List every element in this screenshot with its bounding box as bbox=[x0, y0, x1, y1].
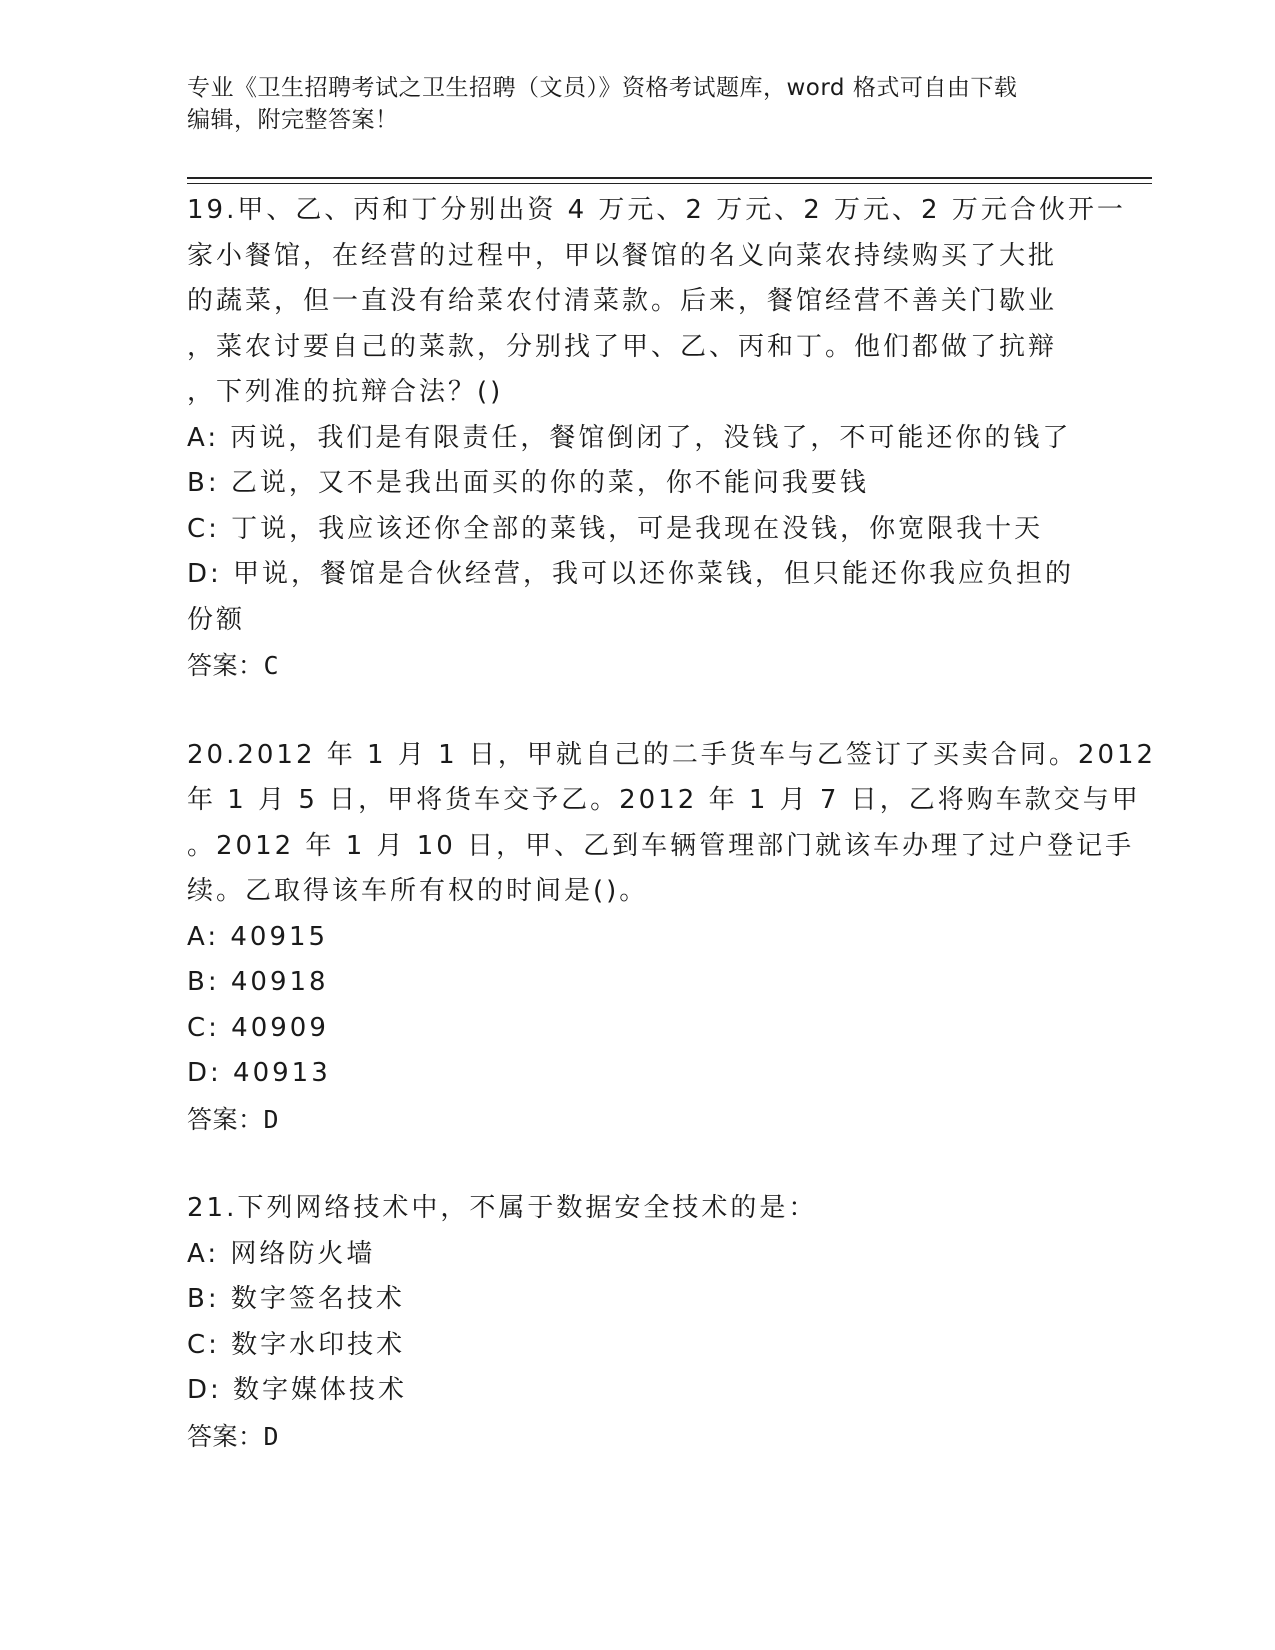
question-21 bbox=[187, 1186, 1087, 1459]
answer-label: 答案：D bbox=[187, 1421, 280, 1451]
option-b: B: 40918 bbox=[187, 967, 329, 997]
question-text-line: 家小餐馆，在经营的过程中，甲以餐馆的名义向菜农持续购买了大批 bbox=[187, 240, 1058, 271]
option-b: B: 乙说，又不是我出面买的你的菜，你不能问我要钱 bbox=[187, 468, 869, 498]
question-text-line: 续。乙取得该车所有权的时间是()。 bbox=[187, 876, 649, 906]
option-a: A: 丙说，我们是有限责任，餐馆倒闭了，没钱了，不可能还你的钱了 bbox=[187, 422, 1072, 453]
question-list bbox=[187, 188, 1157, 1503]
header-line-1: 专业《卫生招聘考试之卫生招聘（文员）》资格考试题库，word 格式可自由下载 bbox=[187, 75, 1018, 101]
question-text-line: 年 1 月 5 日，甲将货车交予乙。2012 年 1 月 7 日，乙将购车款交与甲 bbox=[187, 785, 1141, 815]
option-a: A: 网络防火墙 bbox=[187, 1238, 376, 1269]
question-text-line: 20.2012 年 1 月 1 日，甲就自己的二手货车与乙签订了买卖合同。2012 bbox=[187, 739, 1157, 770]
header-line-2: 编辑，附完整答案！ bbox=[187, 107, 399, 133]
question-text-line: ，下列准的抗辩合法？() bbox=[187, 377, 504, 407]
question-20 bbox=[187, 733, 1157, 1143]
question-text-line: 。2012 年 1 月 10 日，甲、乙到车辆管理部门就该车办理了过户登记手 bbox=[187, 830, 1135, 861]
option-d: D: 数字媒体技术 bbox=[187, 1375, 408, 1405]
option-c: C: 数字水印技术 bbox=[187, 1329, 406, 1360]
option-b: B: 数字签名技术 bbox=[187, 1284, 405, 1314]
header-divider-thin bbox=[187, 183, 1152, 184]
document-header bbox=[187, 72, 1087, 136]
option-c: C: 丁说，我应该还你全部的菜钱，可是我现在没钱，你宽限我十天 bbox=[187, 513, 1044, 544]
question-text-line: ，菜农讨要自己的菜款，分别找了甲、乙、丙和丁。他们都做了抗辩 bbox=[187, 331, 1058, 362]
answer-label: 答案：D bbox=[187, 1104, 280, 1134]
answer-label: 答案：C bbox=[187, 651, 280, 680]
option-a: A: 40915 bbox=[187, 921, 329, 952]
option-d: D: 40913 bbox=[187, 1058, 331, 1088]
header-divider-thick bbox=[187, 177, 1152, 179]
question-text-line: 21.下列网络技术中，不属于数据安全技术的是： bbox=[187, 1193, 818, 1223]
question-text-line: 的蔬菜，但一直没有给菜农付清菜款。后来，餐馆经营不善关门歇业 bbox=[187, 286, 1058, 316]
option-d-continuation: 份额 bbox=[187, 604, 246, 635]
option-d: D: 甲说，餐馆是合伙经营，我可以还你菜钱，但只能还你我应负担的 bbox=[187, 559, 1075, 589]
question-19 bbox=[187, 188, 1126, 689]
question-text-line: 19.甲、乙、丙和丁分别出资 4 万元、2 万元、2 万元、2 万元合伙开一 bbox=[187, 195, 1126, 225]
option-c: C: 40909 bbox=[187, 1012, 329, 1043]
